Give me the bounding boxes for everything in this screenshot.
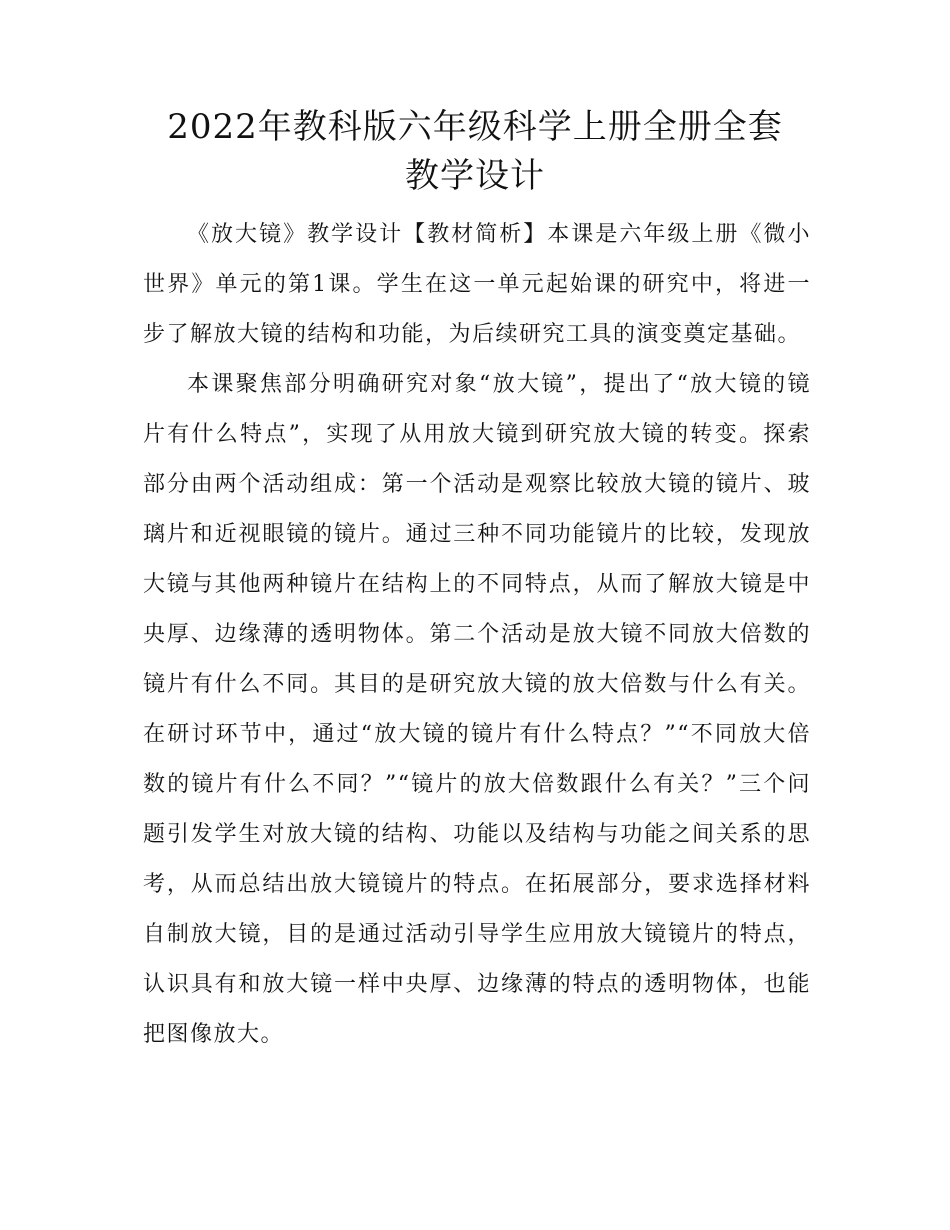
document-title-line-2: 教学设计 [405, 156, 545, 196]
document-title-line-1: 2022年教科版六年级科学上册全册全套 [167, 107, 783, 147]
paragraph-intro: 《放大镜》教学设计【教材简析】本课是六年级上册《微小世界》单元的第1课。学生在这一单元起始课的研究中，将进一步了解放大镜的结构和功能，为后续研究工具的演变奠定基础。 [143, 222, 811, 347]
document-body [143, 210, 811, 1060]
paragraph-analysis: 本课聚焦部分明确研究对象“放大镜”，提出了“放大镜的镜片有什么特点”，实现了从用放大镜到研究放大镜的转变。探索部分由两个活动组成：第一个活动是观察比较放大镜的镜片、玻璃片和近视眼镜的镜片。通过三种不同功能镜片的比较，发现放大镜与其他两种镜片在结构上的不同特点，从而了解放大镜是中央厚、边缘薄的透明物体。第二个活动是放大镜不同放大倍数的镜片有什么不同。其目的是研究放大镜的放大倍数与什么有关。在研讨环节中，通过“放大镜的镜片有什么特点？”“不同放大倍数的镜片有什么不同？”“镜片的放大倍数跟什么有关？”三个问题引发学生对放大镜的结构、功能以及结构与功能之间关系的思考，从而总结出放大镜镜片的特点。在拓展部分，要求选择材料自制放大镜，目的是通过活动引导学生应用放大镜镜片的特点，认识具有和放大镜一样中央厚、边缘薄的特点的透明物体，也能把图像放大。 [143, 372, 811, 1047]
